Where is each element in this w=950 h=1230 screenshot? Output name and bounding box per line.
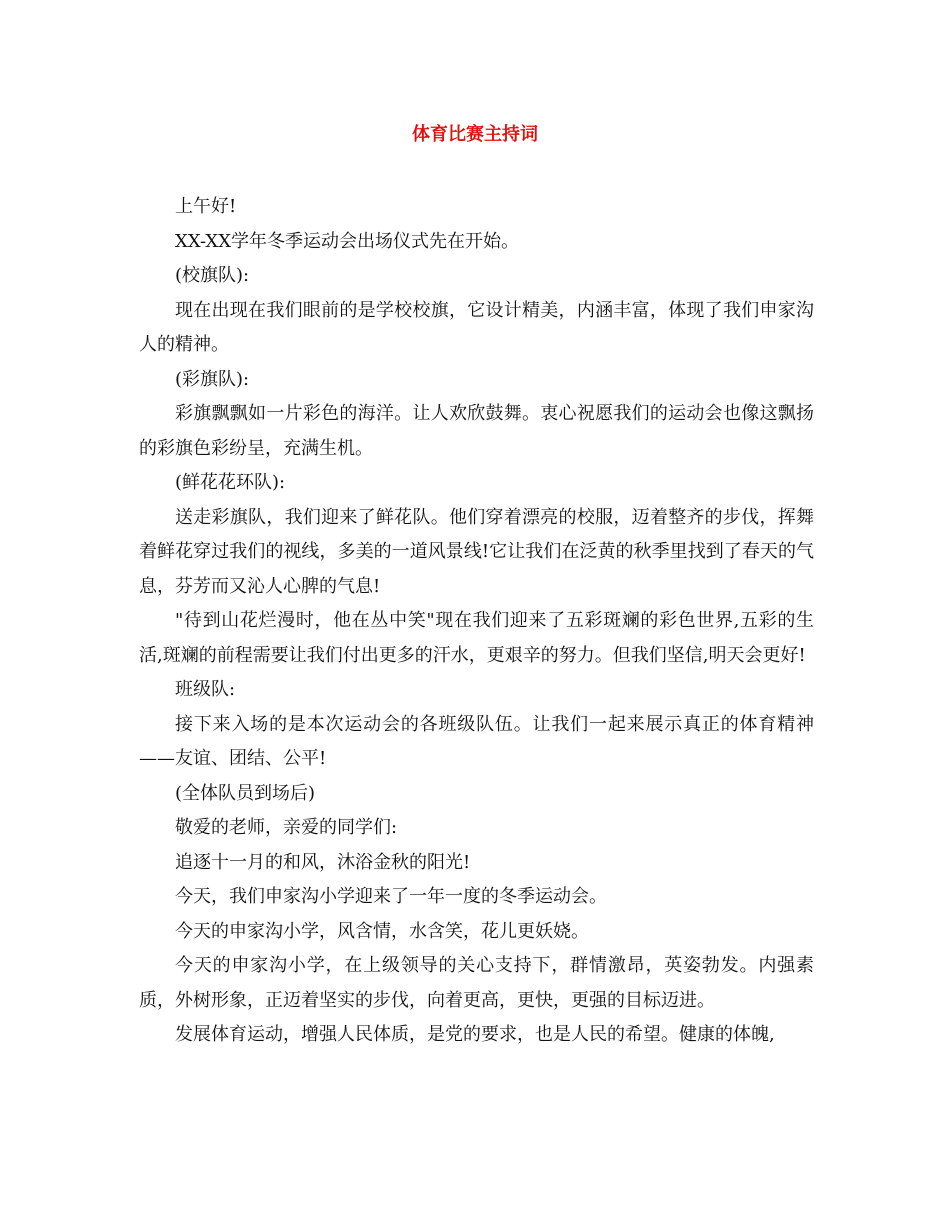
document-body: [139, 190, 814, 1053]
paragraph-flower: 送走彩旗队，我们迎来了鲜花队。他们穿着漂亮的校服，迈着整齐的步伐，挥舞着鲜花穿过我们的视线，多美的一道风景线!它让我们在泛黄的秋季里找到了春天的气息，芬芳而又沁人心脾的气息!: [139, 506, 814, 597]
paragraph-flower-heading: (鲜花花环队):: [175, 472, 286, 493]
paragraph-color-flag: 彩旗飘飘如一片彩色的海洋。让人欢欣鼓舞。衷心祝愿我们的运动会也像这飘扬的彩旗色彩纷呈，充满生机。: [139, 403, 814, 459]
paragraph-class-heading: 班级队:: [175, 679, 236, 700]
paragraph-november: 追逐十一月的和风，沐浴金秋的阳光!: [175, 851, 471, 873]
paragraph-opening: XX-XX学年冬季运动会出场仪式先在开始。: [175, 230, 520, 252]
paragraph-quote: "待到山花烂漫时，他在丛中笑"现在我们迎来了五彩斑斓的彩色世界,五彩的生活,斑斓的前程需要让我们付出更多的汗水，更艰辛的努力。但我们坚信,明天会更好!: [139, 610, 814, 666]
paragraph-today-1: 今天，我们申家沟小学迎来了一年一度的冬季运动会。: [175, 886, 607, 907]
paragraph-salutation: 敬爱的老师，亲爱的同学们:: [175, 817, 398, 838]
document-title: 体育比赛主持词: [412, 124, 538, 145]
paragraph-develop-sports: 发展体育运动，增强人民体质，是党的要求，也是人民的希望。健康的体魄,: [175, 1024, 775, 1045]
paragraph-school-flag: 现在出现在我们眼前的是学校校旗，它设计精美，内涵丰富，体现了我们申家沟人的精神。: [139, 299, 814, 355]
paragraph-greeting: 上午好!: [175, 196, 237, 217]
paragraph-all-arrived: (全体队员到场后): [175, 782, 316, 804]
paragraph-today-2: 今天的申家沟小学，风含情，水含笑，花儿更妖娆。: [175, 920, 589, 942]
paragraph-school-flag-heading: (校旗队):: [175, 265, 250, 286]
paragraph-today-3: 今天的申家沟小学，在上级领导的关心支持下，群情激昂，英姿勃发。内强素质，外树形象，正迈着坚实的步伐，向着更高，更快，更强的目标迈进。: [139, 955, 814, 1011]
paragraph-class: 接下来入场的是本次运动会的各班级队伍。让我们一起来展示真正的体育精神——友谊、团结、公平!: [139, 713, 814, 769]
paragraph-color-flag-heading: (彩旗队):: [175, 368, 250, 390]
